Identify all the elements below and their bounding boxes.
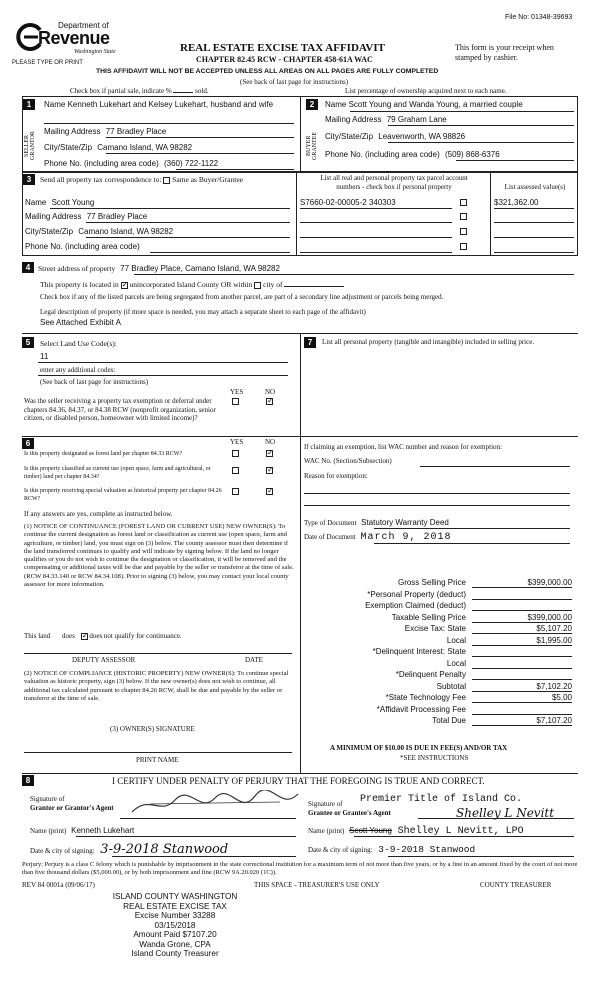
additional-codes-label: enter any additional codes:: [40, 366, 116, 374]
grantor-signature-scribble[interactable]: [130, 790, 300, 818]
corr-city[interactable]: Camano Island, WA 98282: [78, 227, 174, 236]
land-use-see-back: (See back of last page for instructions): [40, 378, 149, 386]
tax-row-label: Total Due: [432, 716, 466, 725]
tax-row: [304, 670, 576, 682]
list-pct-note: List percentage of ownership acquired next to each name.: [345, 87, 507, 95]
buyer-name-row: Name Scott Young and Wanda Young, a married couple: [325, 100, 523, 109]
section-3-number: 3: [23, 174, 35, 185]
historic-question: Is this property receiving special valuation as historical property per chapter 84.26 RCW?: [24, 488, 222, 502]
treasurer-only-label: THIS SPACE - TREASURER'S USE ONLY: [254, 881, 380, 889]
tax-row-label: *Affidavit Processing Fee: [376, 704, 466, 714]
notice-continuance: (1) NOTICE OF CONTINUANCE (FOREST LAND OR CURRENT USE) NEW OWNER(S): To continue the current designation as forest land or classification as current use (open space, farm and agriculture, or timber) land, you must sign on (3) below. The county assessor must then determine if the land transferred continues to qualify and will indicate by signing below. If the land no longer qualifies or you do not wish to continue the designation or classification, it will be removed and the compensating or additional taxes will be due and payable by the seller or transferor at the time of sale. (RCW 84.33.140 or RCW 84.34.108). Prior to signing (3) below, you may contact your local county assessor for more information.: [24, 523, 294, 589]
segregated-row: Check box if any of the listed parcels are being segregated from another parcel, are part of a secondary line adjustment or parcels being merged.: [40, 293, 444, 301]
located-row: This property is located in ✓ unincorporated Island County OR within city of: [40, 280, 344, 289]
seller-name-label: Name Kenneth Lukehart and Kelsey Lukehart, husband and wife: [44, 100, 274, 109]
legal-description[interactable]: See Attached Exhibit A: [40, 318, 121, 327]
minimum-fee-note: A MINIMUM OF $10.00 IS DUE IN FEE(S) AND/OR TAX: [330, 744, 508, 752]
stamp-line: ISLAND COUNTY WASHINGTON: [112, 892, 238, 901]
buyer-phone[interactable]: (509) 868-6376: [444, 150, 500, 159]
tax-row: [304, 716, 576, 728]
form-chapter: CHAPTER 82.45 RCW - CHAPTER 458-61A WAC: [196, 55, 373, 64]
tax-row-label: Excise Tax: State: [404, 624, 466, 633]
seller-phone-row: Phone No. (including area code) (360) 722-1122: [44, 159, 219, 168]
seller-phone[interactable]: (360) 722-1122: [163, 159, 219, 168]
owner-signature-label: (3) OWNER(S) SIGNATURE: [110, 725, 195, 733]
grantee-date-city[interactable]: 3-9-2018 Stanwood: [378, 844, 476, 855]
seller-side-label: SELLER GRANTOR: [24, 131, 36, 161]
parcel-personal-checkbox-1[interactable]: [460, 199, 467, 206]
tax-row-label: Subtotal: [436, 681, 466, 691]
same-as-buyer-checkbox[interactable]: [163, 177, 170, 184]
reason-label: Reason for exemption:: [304, 472, 368, 480]
forest-no-checkbox[interactable]: [266, 450, 273, 457]
doc-type-row: Type of Document Statutory Warranty Deed: [304, 518, 449, 527]
buyer-name[interactable]: Scott Young and Wanda Young, a married couple: [348, 100, 523, 109]
grantee-name-struck: Scott Young: [349, 826, 392, 835]
dor-logo: [14, 18, 124, 62]
seller-name[interactable]: Kenneth Lukehart and Kelsey Lukehart, husband and wife: [67, 100, 274, 109]
exemption-question: Was the seller receiving a property tax exemption or deferral under chapters 84.36, 84.37, or 84.38 RCW (nonprofit organization, senior citizen, or disabled person, homeowner with limited income)?: [24, 397, 216, 422]
land-use-code[interactable]: 11: [40, 352, 49, 361]
corr-address-row: Mailing Address 77 Bradley Place: [25, 212, 148, 221]
grantee-signature[interactable]: Shelley L Nevitt: [456, 806, 555, 820]
corr-city-row: City/State/Zip Camano Island, WA 98282: [25, 227, 174, 236]
section-8-number: 8: [22, 775, 34, 786]
doc-date[interactable]: March 9, 2018: [360, 532, 452, 543]
same-as-buyer-label: Same as Buyer/Grantee: [172, 175, 243, 184]
tax-row: [304, 705, 576, 717]
tax-row: [304, 647, 576, 659]
partial-sale-row: [70, 87, 209, 95]
historic-no-checkbox[interactable]: [266, 488, 273, 495]
land-use-label: Select Land Use Code(s):: [40, 339, 117, 348]
deputy-assessor-label: DEPUTY ASSESSOR: [72, 656, 136, 664]
stamp-line: Excise Number 33288: [134, 911, 216, 920]
see-back: (See back of last page for instructions): [240, 78, 349, 86]
exemption-yes-checkbox[interactable]: [232, 398, 239, 405]
logo-state: Washington State: [74, 49, 116, 55]
grantor-date-row: Date & city of signing: 3-9-2018 Stanwood: [30, 842, 229, 857]
exemption-no-checkbox[interactable]: [266, 398, 273, 405]
buyer-side-label: BUYER GRANTEE: [306, 132, 318, 160]
section-5-number: 5: [22, 337, 34, 348]
does-not-qualify-checkbox[interactable]: [81, 633, 88, 640]
doc-type[interactable]: Statutory Warranty Deed: [361, 518, 449, 527]
buyer-phone-row: Phone No. (including area code) (509) 868-6376: [325, 150, 500, 159]
tax-row-label: Local: [446, 658, 466, 668]
tax-row-value[interactable]: $1,995.00: [472, 636, 572, 646]
tax-row: [304, 590, 576, 602]
file-number: File No: 01348-39693: [505, 14, 573, 21]
grantee-date-row: Date & city of signing: 3-9-2018 Stanwood: [308, 844, 476, 855]
tax-row-value[interactable]: [472, 659, 572, 669]
current-use-yes-checkbox[interactable]: [232, 467, 239, 474]
tax-row-label: *Personal Property (deduct): [367, 589, 466, 599]
assessed-value[interactable]: $321,362.00: [494, 198, 539, 207]
tax-row-label: *Delinquent Interest: State: [372, 647, 466, 656]
tax-row: [304, 578, 576, 590]
tax-row-value[interactable]: $5,107.20: [472, 624, 572, 634]
stamp-line: Amount Paid $7107.20: [133, 930, 217, 939]
parcel-personal-checkbox-4[interactable]: [460, 243, 467, 250]
tax-row-value[interactable]: [472, 705, 572, 715]
tax-row-label: Gross Selling Price: [397, 578, 466, 587]
exemption-wac-label: If claiming an exemption, list WAC number and reason for exemption:: [304, 443, 502, 451]
notice-compliance: (2) NOTICE OF COMPLIANCE (HISTORIC PROPERTY) NEW OWNER(S): To continue special valuation as historic property, sign (3) below. If the new owner(s) does not wish to continue, all additional tax calculated pursuant to chapter 84.26 RCW, shall be due and payable by the seller or transferor at the time of sale.: [24, 670, 289, 702]
parcel-personal-checkbox-2[interactable]: [460, 213, 467, 220]
seller-address[interactable]: 77 Bradley Place: [105, 127, 167, 136]
seller-address-row: Mailing Address 77 Bradley Place: [44, 127, 167, 136]
corr-name[interactable]: Scott Young: [51, 198, 95, 207]
sold-label: sold.: [195, 87, 209, 95]
corr-name-row: Name Scott Young: [25, 198, 95, 207]
grantor-name-row: Name (print) Kenneth Lukehart: [30, 826, 135, 835]
historic-yes-checkbox[interactable]: [232, 488, 239, 495]
parcel-personal-checkbox-3[interactable]: [460, 228, 467, 235]
grantee-name[interactable]: Shelley L Nevitt, LPO: [397, 826, 524, 837]
form-title: REAL ESTATE EXCISE TAX AFFIDAVIT: [180, 42, 385, 54]
tax-row-label: *Delinquent Penalty: [395, 670, 466, 679]
tax-row: [304, 693, 576, 705]
certify-text: I CERTIFY UNDER PENALTY OF PERJURY THAT THE FOREGOING IS TRUE AND CORRECT.: [112, 776, 485, 786]
receipt-note: This form is your receipt when stamped by cashier.: [455, 43, 554, 62]
section-6-number: 6: [22, 438, 34, 449]
tax-row-label: *State Technology Fee: [385, 693, 466, 702]
grantee-company: Premier Title of Island Co.: [360, 794, 523, 805]
tax-row-value[interactable]: [472, 647, 572, 657]
tax-row-value[interactable]: $7,107.20: [472, 716, 572, 726]
grantee-name-row: Name (print) Scott Young Shelley L Nevitt, LPO: [308, 826, 524, 837]
see-instructions-note: *SEE INSTRUCTIONS: [400, 754, 469, 762]
county-treasurer-label: COUNTY TREASURER: [480, 881, 552, 889]
grantee-sig-label: Signature of Grantee or Grantee's Agent: [308, 800, 391, 817]
perjury-text: Perjury: Perjury is a class C felony which is punishable by imprisonment in the state correctional institution for a maximum term of not more than five years, or by a fine in an amount fixed by the court of not more than five thousand dollars ($5,000.00), or by both imprisonment and fine (RCW 9A.20.020 (1C)).: [22, 861, 578, 877]
logo-dept: Department of: [58, 21, 109, 30]
personal-property-label: List all personal property (tangible and intangible) included in selling price.: [322, 338, 535, 346]
tax-table: [304, 578, 576, 728]
forest-question: Is this property designated as forest land per chapter 84.33 RCW?: [24, 451, 183, 457]
assessed-value-header: List assessed value(s): [504, 183, 566, 191]
tax-row-value[interactable]: $399,000.00: [472, 613, 572, 623]
treasurer-stamp: [95, 892, 255, 959]
seller-city[interactable]: Camano Island, WA 98282: [97, 143, 193, 152]
section-7-number: 7: [304, 337, 316, 348]
tax-row-value[interactable]: $5.00: [472, 693, 572, 703]
wac-number-label: WAC No. (Section/Subsection): [304, 457, 392, 465]
stamp-line: 03/15/2018: [154, 920, 196, 930]
current-use-no-checkbox[interactable]: [266, 467, 273, 474]
stamp-line: REAL ESTATE EXCISE TAX: [123, 901, 227, 911]
seller-city-row: City/State/Zip Camano Island, WA 98282: [44, 143, 193, 152]
buyer-city-row: City/State/Zip Leavenworth, WA 98826: [325, 132, 466, 141]
buyer-address-row: Mailing Address 79 Graham Lane: [325, 115, 447, 124]
tax-row-label: Taxable Selling Price: [391, 612, 466, 622]
buyer-city[interactable]: Leavenworth, WA 98826: [378, 132, 466, 141]
no-header-6: NO: [265, 438, 276, 446]
grantor-date-city[interactable]: 3-9-2018 Stanwood: [100, 842, 229, 857]
yes-header-5: YES: [230, 388, 244, 396]
parcel-number[interactable]: S7660-02-00005-2 340303: [300, 198, 396, 207]
tax-row-label: Local: [446, 635, 466, 645]
tax-row: [304, 613, 576, 625]
unincorporated-checkbox[interactable]: [121, 282, 128, 289]
stamp-line: Island County Treasurer: [131, 949, 219, 958]
grantor-name[interactable]: Kenneth Lukehart: [71, 826, 135, 835]
tax-row-value[interactable]: [472, 601, 572, 611]
parcel-header-1: List all real and personal property tax parcel account: [320, 174, 468, 182]
section-2-number: 2: [306, 99, 318, 110]
street-row: Street address of property 77 Bradley Place, Camano Island, WA 98282: [38, 264, 280, 273]
logo-name: Revenue: [38, 28, 110, 48]
tax-row-value[interactable]: $399,000.00: [472, 578, 572, 588]
no-header-5: NO: [265, 388, 276, 396]
form-revision: REV 84 0001a (09/06/17): [22, 881, 95, 889]
tax-row-value[interactable]: [472, 670, 572, 680]
doc-date-row: Date of Document March 9, 2018: [304, 532, 452, 543]
yes-header-6: YES: [230, 438, 244, 446]
section-1-number: 1: [23, 99, 35, 110]
assessor-date-label: DATE: [245, 656, 263, 664]
grantor-sig-label: Signature of Grantor or Grantor's Agent: [30, 795, 114, 812]
current-use-question: Is this property classified as current use (open space, farm and agricultural, or timber) land per chapter 84.34?: [24, 466, 211, 480]
section-4-number: 4: [22, 262, 34, 273]
tax-row: [304, 624, 576, 636]
tax-row: [304, 682, 576, 694]
tax-row: [304, 659, 576, 671]
qualify-row: This land does ✓ does not qualify for continuance.: [24, 632, 182, 640]
parcel-header-2: numbers - check box if personal property: [336, 183, 452, 191]
tax-row-value[interactable]: [472, 590, 572, 600]
corr-label-row: Send all property tax correspondence to: Same as Buyer/Grantee: [40, 175, 243, 184]
corr-phone-row: Phone No. (including area code): [25, 242, 140, 251]
tax-row-label: Exemption Claimed (deduct): [365, 601, 466, 610]
if-yes-note: If any answers are yes, complete as instructed below.: [24, 510, 173, 518]
tax-row: [304, 601, 576, 613]
legal-label: Legal description of property (if more space is needed, you may attach a separate sheet to each page of the affidavit): [40, 308, 366, 316]
corr-address[interactable]: 77 Bradley Place: [86, 212, 148, 221]
tax-row: [304, 636, 576, 648]
city-of-checkbox[interactable]: [254, 282, 261, 289]
partial-sale-label: Check box if partial sale, indicate %: [70, 87, 172, 95]
warning-text: THIS AFFIDAVIT WILL NOT BE ACCEPTED UNLESS ALL AREAS ON ALL PAGES ARE FULLY COMPLETED: [96, 68, 439, 75]
print-name-label: PRINT NAME: [136, 756, 179, 764]
stamp-line: Wanda Grone, CPA: [139, 939, 211, 949]
type-note: PLEASE TYPE OR PRINT: [12, 60, 83, 66]
tax-row-value[interactable]: $7,102.20: [472, 682, 572, 692]
forest-yes-checkbox[interactable]: [232, 450, 239, 457]
property-street[interactable]: 77 Bradley Place, Camano Island, WA 98282: [120, 264, 280, 273]
buyer-address[interactable]: 79 Graham Lane: [386, 115, 447, 124]
